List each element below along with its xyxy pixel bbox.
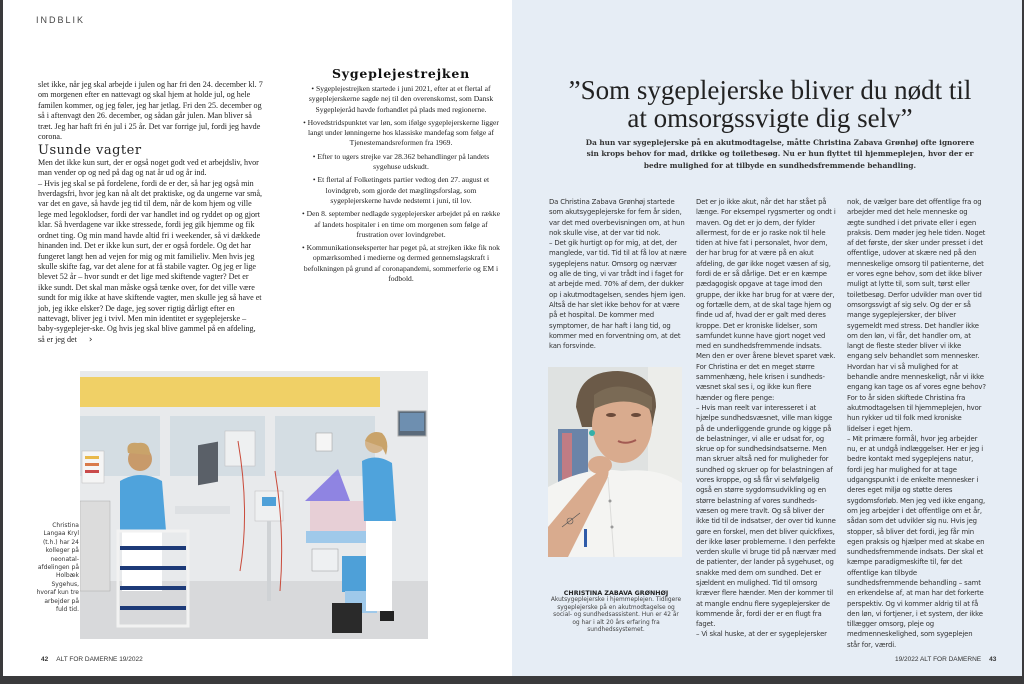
paragraph: – Hvis man reelt var interesseret i at hjælpe sundhedsvæsnet, ville man kigge på de underliggende grunde og kigge på de belastninger, vi alle er udsat for, og skrue op for sundhedsindsatserne. Men man skruer altså ned for muligheder for sundhed og skruer op for belastningen af vores kroppe, og så får vi selvfølgelig også en større sygdomsudvikling og en større belastning af vores sundheds-væsen og mere travlt. Og så bliver der ikke tid til de indsatser, der over tid kunne gøre en forskel, men det bliver quickfixes, der ikke løser problemerne. I den perfekte verden skulle vi bruge tid på nærvær med de patienter, der lander på sygehuset, og snakke med dem om sundhed. Det er sjældent en mulighed. Tid til omsorg kræver flere hænder. Men der kommer til at mangle endnu flere sygeplejersker de kommende år, fordi der er en flugt fra faget. [696,403,836,629]
paragraph-text: – Hvis jeg skal se på fordelene, fordi de er der, så har jeg også min hverdagsfri, hvor jeg kan nå alt det praktiske, og da ungerne var små, var det en gave, så havde jeg tid til dem, når de kom hjem og ville lege med legoklodser, fordi der var handlet ind og ryddet op og gjort klar. Så hverdagene var ikke stressede, fordi jeg gik hjemme og fik ordnet ting. Og min mand havde altid fri i weekender, så vi dækkede hinanden ind. Det er ikke kun surt, der er også fordele. Og det har fungeret langt hen ad vejen for mig og mit familieliv. Men hvis jeg skulle skifte fag, var det alene for at få stabile vagter. Og jeg er lige blevet 52 år – hvor sundt er det lige med skiftende vagter? Det er ikke sundt. Det skal man måske også tænke over, for det ville være sundt for mig ikke at have skiftende vagter, men skulle jeg så have et job, jeg ikke elsker? De dage, jeg sover rigtig dårligt efter en nattevagt, bliver jeg i tvivl. Men min identitet er sygeplejerske – baby-sygeplejer-ske. Og hvis jeg skal blive gammel på en afdeling, så er jeg det [38,178,263,344]
right-page [512,0,1022,676]
factbox [301,66,501,287]
body-column-2 [696,197,836,640]
portrait-caption [549,590,683,634]
paragraph: For to år siden skiftede Christina fra akutmodtagelsen til hjemmeplejen, hvor hun rykker ud til folk med kroniske lidelser i eget hjem. [847,393,982,433]
article-deck: Da hun var sygeplejerske på en akutmodtagelse, måtte Christina Zabava Grønhøj ofte ignorere sin krops behov for mad, drikke og toiletbesøg. Nu er hun flyttet til hjemmeplejen, hvor der er bedre mulighed for at tilbyde en sundhedsfremmende behandling. [585,138,975,170]
body-column-1 [549,197,687,351]
paragraph: slet ikke, når jeg skal arbejde i julen og har fri den 24. december kl. 7 om morgenen efter en nattevagt og skal hjem at holde jul, og hele familen kommer, og jeg føler, jeg har jetlag. Fri den 25. december og så i aftenvagt den 26. december, og sådan går julen. Man bliver så træt. Jeg har haft fri én jul i 25 år. Det var forrige jul, fordi jeg havde corona. [38,80,263,142]
publication-name: 19/2022 ALT FOR DAMERNE [895,656,982,663]
nurses-photo-illustration [80,371,428,639]
person-description: Akutsygeplejerske i hjemmeplejen. Tidligere sygeplejerske på en akutmodtagelse og social- og sundhedsassistent. Hun er 42 år og har i alt 20 års erfaring fra sundhedssystemet. [550,597,682,634]
person-name: CHRISTINA ZABAVA GRØNHØJ [563,590,669,597]
fact-item: • Sygeplejestrejken startede i juni 2021, efter at et flertal af sygeplejerskerne sagde nej til den overenskomst, som Dansk Sygeplejeråd havde forhandlet på plads med regionerne. [308,84,494,114]
fact-item: • Den 8. september nedlagde sygeplejersker arbejdet på en række af landets hospitaler i en time om morgenen som følge af frustration over lovindgrebet. [302,209,500,239]
page-number: 43 [989,656,997,663]
continue-arrow-icon: › [88,334,93,345]
page-footer-right [895,656,996,663]
fact-item: • Efter to ugers strejke var 28.362 behandlinger på landets sygehuse udskudt. [312,151,490,172]
paragraph: – Mit primære formål, hvor jeg arbejder nu, er at undgå indlæggelser. Her er jeg i bedre kontakt med sygeplejens natur, fordi jeg har mulighed for at tage udgangspunkt i de enkelte mennesker i deres eget miljø og støtte deres sygdomsforløb. Men jeg ved ikke engang, om jeg arbejder i det offentlige om et år, sådan som det udvikler sig nu. Hvis jeg stopper, så bliver det fordi, jeg får min egen praksis og hjælper med at skabe en sundhedsfremmende indsats. Der skal et kæmpe paradigmeskifte til, før det offentlige kan tilbyde sundhedsfremmende behandling – samt en erkendelse af, at man har det forkerte perspektiv. Og vi kommer aldrig til at få den løn, vi fortjener, i et system, der ikke tillægger omsorg, pleje og medmenneskelighed, som sygeplejen står for, værdi. [847,434,985,649]
hospital-ward-photo [80,371,428,639]
fact-item: • Et flertal af Folketingets partier vedtog den 27. august et lovindgreb, som gjorde det mæglingsforslag, som sygeplejerskerne havde nedstemt i juni, til lov. [312,175,490,205]
paragraph: Da Christina Zabava Grønhøj startede som akutsygeplejerske for fem år siden, var det med overbevisningen om, at hun nok skulle vise, at der var tid nok. [549,198,685,237]
paragraph: Det er jo ikke akut, når det har stået på længe. For eksempel rygsmerter og ondt i maven. Og det er jo dem, der fylder allermest, for de er jo raske nok til hele tiden at hive fat i personalet, hvor dem, der har brug for at være på en akut afdeling, de gør ikke noget væsen af sig, fordi de er så dårlige. Det er en kæmpe pædagogisk opgave at tage imod den gruppe, der ikke har brug for at være der, og fortælle dem, at de skal tage hjem og finde ud af, hvad der er galt med deres kroppe. Det er kroniske lidelser, som samfundet kunne have gjort noget ved med en sundhedsfremmende indsats. Men den er over årene blevet sparet væk. For Christina er det en meget større sammenhæng, hele krisen i sundheds-væsnet skal ses i, og ikke kun flere hænder og flere penge: [696,198,836,402]
fact-item: • Kommunikationseksperter har peget på, at strejken ikke fik nok opmærksomhed i medierne og dermed gennemslagskraft i befolkningen på grund af coronapandemi, sommerferie og EM i fodbold. [302,243,500,284]
page-footer-left [41,656,143,663]
photo-caption: Christina Langaa Kryl (t.h.) har 24 kolleger på neonatal-afdelingen på Holbæk Sygehus, hvoraf kun tre arbejder på fuld tid. [36,522,79,614]
paragraph: – Det gik hurtigt op for mig, at det, der manglede, var tid. Tid til at få lov at nære sygeplejens natur. Omsorg og nærvær og alle de ting, vi var trådt ind i faget for at arbejde med. 70% af dem, der dukker op i akutmodtagelsen, sendes hjem igen. Altså de har slet ikke behov for at være på et hospital. De kommer med symptomer, de har haft i lang tid, og kommer med en forventning om, at det kan forsvinde. [549,239,687,351]
left-body-column [38,80,263,345]
subheading: Usunde vagter [38,143,142,159]
paragraph [38,179,263,346]
paragraph: – Vi skal huske, at der er sygeplejersker [696,630,827,639]
article-headline: ”Som sygeplejerske bliver du nødt til at omsorgssvigte dig selv” [568,75,972,133]
factbox-title: Sygeplejestrejken [331,66,471,81]
portrait-photo [548,367,682,557]
paragraph: Men det ikke kun surt, der er også noget godt ved et arbejdsliv, hvor man vender op og ned på dag og nat år ud og år ind. [38,157,259,178]
publication-name: ALT FOR DAMERNE 19/2022 [56,656,143,663]
fact-item: • Hovedstridspunktet var løn, som ifølge sygeplejerskerne ligger langt under lønningerne hos klassiske mandefag som følge af Tjenestemandsreformen fra 1969. [303,117,499,148]
paragraph: nok, de vælger bare det offentlige fra og arbejder med det hele menneske og ægte sundhed i det private eller i egen praksis. Dem møder jeg hele tiden. Noget af det første, der sker under presset i det offentlige, udover at skære ned på den menneskelige omsorg til patienterne, det er vores egne behov, som det ikke bliver muligt at lytte til, som sult, tørst eller toiletbesøg. Derfor udvikler man over tid omsorgssvigt af sig selv. Og der er så mange sygeplejersker, der bliver sygemeldt med stress. Det handler ikke om den løn, vi får, det handler om, at langt de fleste steder bliver vi ikke engang selv behandlet som mennesker. Hvordan har vi så mulighed for at behandle andre menneskeligt, når vi ikke engang kan tage os af vores egne behov? [847,198,986,392]
body-column-3 [847,197,987,650]
portrait-illustration [548,367,682,557]
page-number: 42 [41,656,49,663]
section-tag: INDBLIK [36,15,86,25]
